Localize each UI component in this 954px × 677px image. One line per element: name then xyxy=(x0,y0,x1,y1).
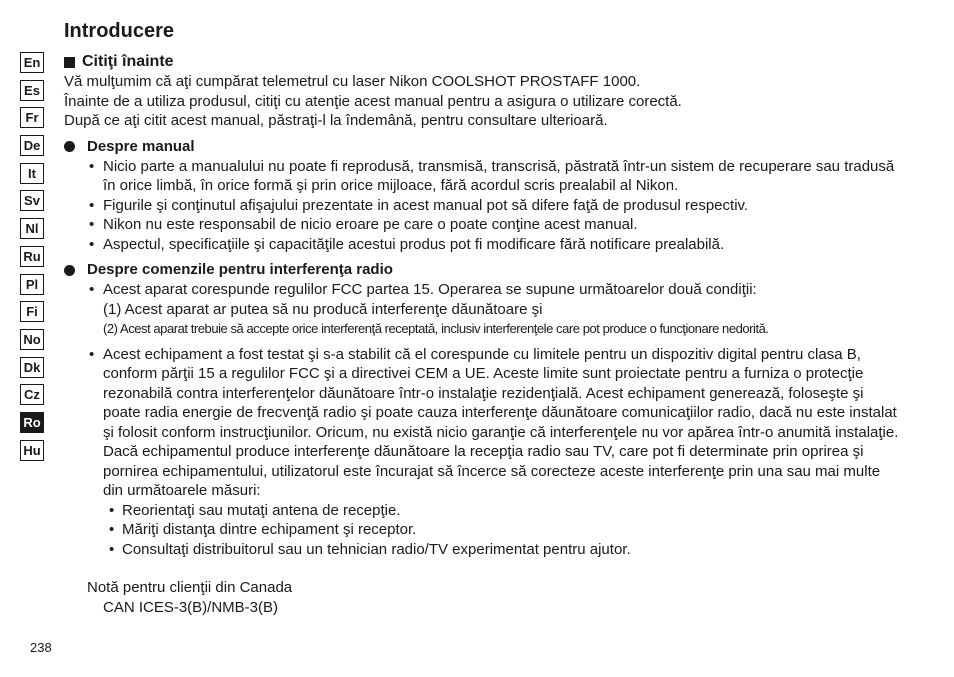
lang-tab-cz[interactable]: Cz xyxy=(20,384,44,405)
condition-2: (2) Acest aparat trebuie să accepte orice interferenţă receptată, inclusiv interferenţele care pot produce o funcţionare nedorită. xyxy=(103,321,769,336)
intro-line: Vă mulţumim că aţi cumpărat telemetrul cu laser Nikon COOLSHOT PROSTAFF 1000. xyxy=(64,73,641,90)
page-number: 238 xyxy=(30,640,52,655)
condition-1: (1) Acest aparat ar putea să nu producă interferenţe dăunătoare şi xyxy=(103,300,543,318)
radio-list xyxy=(64,280,904,300)
list-item: • Nikon nu este responsabil de nicio eroare pe care o poate conţine acest manual. xyxy=(64,215,904,235)
manual-list xyxy=(64,157,904,255)
square-bullet-icon xyxy=(64,57,75,68)
radio-list-2 xyxy=(64,345,904,501)
manual-heading-text: Despre manual xyxy=(87,137,195,155)
lang-tab-sv[interactable]: Sv xyxy=(20,190,44,211)
list-item: • Nicio parte a manualului nu poate fi reprodusă, transmisă, transcrisă, păstrată într-un sistem de recuperare sau tradusă în orice limbă, în orice formă şi prin orice mijloace, fără acordul scris prealabil al Nikon. xyxy=(64,157,904,196)
measure-item: • Reorientaţi sau mutaţi antena de recepţie. xyxy=(64,501,904,521)
list-item: • Figurile şi conţinutul afişajului prezentate in acest manual pot să difere faţă de produsul respectiv. xyxy=(64,196,904,216)
canada-note: Notă pentru clienţii din Canada xyxy=(87,579,293,596)
intro-line: Înainte de a utiliza produsul, citiţi cu atenţie acest manual pentru a asigura o utilizare corectă. xyxy=(64,92,682,110)
section-heading xyxy=(64,52,904,72)
circle-bullet-icon xyxy=(64,141,75,152)
lang-tab-pl[interactable]: Pl xyxy=(20,274,44,295)
lang-tab-de[interactable]: De xyxy=(20,135,44,156)
lang-tab-no[interactable]: No xyxy=(20,329,44,350)
section-heading-text: Citiţi înainte xyxy=(82,53,174,70)
radio-heading xyxy=(64,260,904,280)
lang-tab-en[interactable]: En xyxy=(20,52,44,73)
list-item: • Aspectul, specificaţiile şi capacităţile acestui produs pot fi modificare fără notificare prealabilă. xyxy=(64,235,904,255)
measure-item: • Măriţi distanţa dintre echipament şi receptor. xyxy=(64,520,904,540)
main-content xyxy=(64,52,904,617)
radio-heading-text: Despre comenzile pentru interferenţa radio xyxy=(87,261,393,278)
lang-tab-ru[interactable]: Ru xyxy=(20,246,44,267)
lang-tab-it[interactable]: It xyxy=(20,163,44,184)
lang-tab-nl[interactable]: Nl xyxy=(20,218,44,239)
lang-tab-ro-active[interactable]: Ro xyxy=(20,412,44,433)
lang-tab-fr[interactable]: Fr xyxy=(20,107,44,128)
list-item: • Acest echipament a fost testat şi s-a stabilit că el corespunde cu limitele pentru un dispozitiv digital pentru clasa B, conform părţii 15 a regulilor FCC şi a directivei CEM a UE. Aceste limite sunt proiectate pentru a furniza o protecţie rezonabilă contra interferenţelor dăunătoare într-o instalaţie rezidenţială. Acest echipament generează, foloseşte şi poate radia energie de frecvenţă radio şi poate cauza interferenţe dăunătoare comunicaţiilor radio, dacă nu este instalat şi folosit conform instrucţiunilor. Oricum, nu există nicio garanţie că interferenţele nu vor apărea într-o anumită instalaţie. Dacă echipamentul produce interferenţe dăunătoare la recepţia radio sau TV, care pot fi determinate prin oprirea şi pornirea echipamentului, utilizatorul este încurajat să încerce să corecteze aceste interferenţe prin una sau mai multe din următoarele măsuri: xyxy=(64,345,904,501)
list-item: • Acest aparat corespunde regulilor FCC partea 15. Operarea se supune următoarelor două condiţii: xyxy=(64,280,904,300)
lang-tab-fi[interactable]: Fi xyxy=(20,301,44,322)
measure-item: • Consultaţi distribuitorul sau un tehnician radio/TV experimentat pentru ajutor. xyxy=(64,540,904,560)
page-title: Introducere xyxy=(64,20,175,42)
lang-tab-hu[interactable]: Hu xyxy=(20,440,44,461)
lang-tab-es[interactable]: Es xyxy=(20,80,44,101)
measures-list xyxy=(64,501,904,560)
canada-code: CAN ICES-3(B)/NMB-3(B) xyxy=(103,598,279,616)
intro-line: După ce aţi citit acest manual, păstraţi-l la îndemână, pentru consultare ulterioară. xyxy=(64,112,608,129)
lang-tab-dk[interactable]: Dk xyxy=(20,357,44,378)
language-tabs xyxy=(20,52,44,467)
manual-heading xyxy=(64,137,904,157)
circle-bullet-icon xyxy=(64,265,75,276)
